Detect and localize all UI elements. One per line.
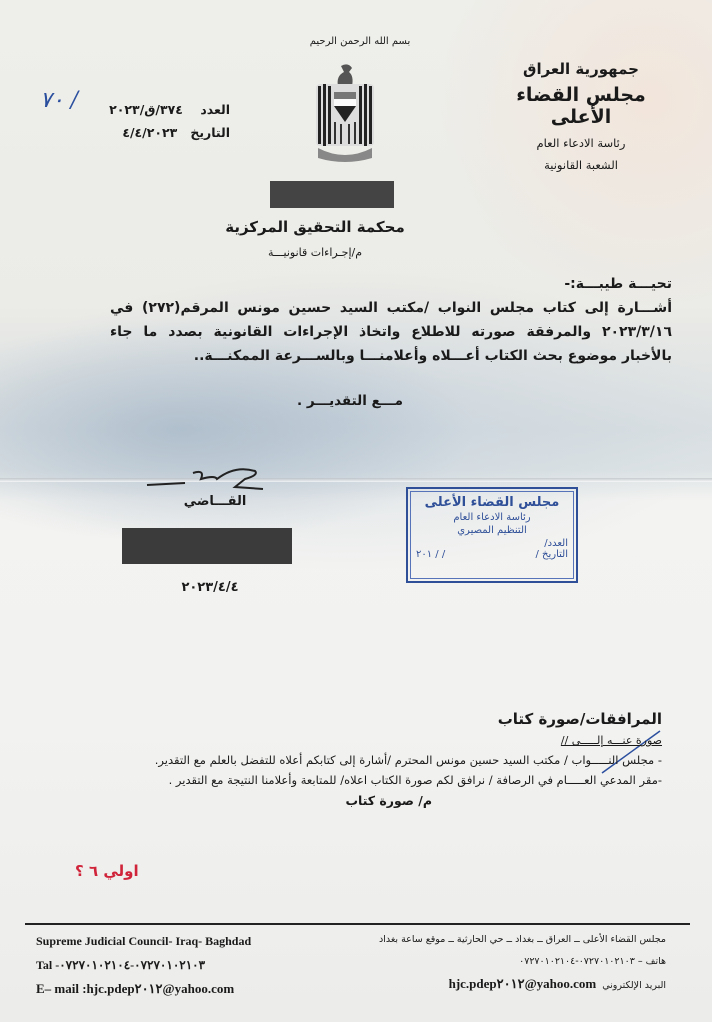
handwritten-ref-number: ٧٠ / — [40, 88, 79, 113]
stamp-council: مجلس القضاء الأعلى — [424, 495, 560, 510]
division-name: الشعبة القانونية — [544, 158, 618, 172]
footer-divider — [25, 923, 690, 925]
signature-scribble — [145, 463, 265, 493]
addressee-block — [200, 218, 430, 259]
stamp-date-slots: / / ٢٠١ — [416, 549, 446, 560]
footer-phone-ar: هاتف – ٠٧٢٧٠١٠٢١٠٣-٠٧٢٧٠١٠٢١٠٤ — [519, 956, 666, 967]
date-line — [90, 125, 230, 140]
closing-regards: مـــع التقديـــر . — [297, 393, 403, 409]
enclosure-note: م/ صورة كتاب — [345, 793, 432, 808]
footer-email-row — [336, 976, 666, 992]
footer-phone: Tal -٠٧٢٧٠١٠٢١٠٣-٠٧٢٧٠١٠٢١٠٤ — [36, 958, 206, 972]
attachments-title: المرافقات/صورة كتاب — [497, 710, 662, 728]
basmala: بسم الله الرحمن الرحيم — [309, 36, 411, 47]
letter-body — [110, 272, 672, 368]
handwritten-red-note: اولي ٦ ؟ — [75, 862, 139, 880]
department-name: رئاسة الادعاء العام — [536, 136, 626, 150]
stamp-unit: التنظيم المصيري — [457, 525, 527, 536]
footer-email: E– mail :hjc.pdep٢٠١٢@yahoo.com — [36, 981, 235, 996]
footer-english — [36, 934, 336, 997]
stamp-department: رئاسة الادعاء العام — [453, 512, 531, 523]
footer-arabic — [336, 934, 666, 992]
ref-number-label: العدد — [200, 102, 230, 117]
body-paragraph: أشـــارة إلى كتاب مجلس النواب /مكتب السيد حسين مونس المرقم(٢٧٢) في ٢٠٢٣/٣/١٦ والمرفقة صورته للاطلاع واتخاذ الإجراءات القانونية بصدد ما جاء بالأخبار موضوع بحث الكتاب أعـــلاه وأعلامنـــا وبالســـرعة الممكنـــة.. — [110, 300, 672, 364]
country-name: جمهورية العراق — [523, 60, 639, 78]
paper-fold-line — [0, 478, 712, 482]
cc-item: -مقر المدعي العـــــام في الرصافة / نرافق لكم صورة الكتاب اعلاه/ للمتابعة وأعلامنا النتيجة مع التقدير . — [168, 773, 662, 787]
stamp-date-row — [416, 549, 568, 560]
footer-email-ar: hjc.pdep٢٠١٢@yahoo.com — [448, 976, 597, 991]
cc-item: - مجلس النـــــواب / مكتب السيد حسين مونس المحترم /أشارة إلى كتابكم أعلاه للتفضل بالعلم مع التقدير. — [154, 753, 662, 767]
redacted-judge-name — [122, 528, 292, 564]
addressee-court: محكمة التحقيق المركزية — [225, 218, 405, 236]
cc-label: صورة عنـــه إلـــــى // — [560, 734, 662, 747]
stamp-number-label: العدد/ — [544, 538, 568, 549]
date-label: التاريخ — [190, 125, 230, 140]
signature-date: ٢٠٢٣/٤/٤ — [181, 580, 239, 595]
footer-email-label: البريد الإلكتروني — [602, 980, 666, 991]
reference-block — [90, 102, 230, 148]
footer-org-name: Supreme Judicial Council- Iraq- Baghdad — [36, 934, 252, 948]
letter-subject: م/إجـراءات قانونيـــة — [267, 246, 363, 259]
attachments-block — [102, 710, 662, 808]
judge-title: القـــاضي — [183, 494, 247, 509]
ref-number: ٣٧٤/ق/٢٠٢٣ — [109, 102, 183, 117]
ref-number-line — [90, 102, 230, 117]
stamp-date-label: التاريخ / — [535, 549, 568, 560]
letter-date: ٤/٤/٢٠٢٣ — [122, 125, 178, 140]
footer-address: مجلس القضاء الأعلى ــ العراق ــ بغداد ــ حي الحارثية ــ موقع ساعة بغداد — [378, 934, 666, 945]
redacted-block — [270, 181, 394, 208]
received-stamp — [406, 487, 578, 583]
issuer-block — [486, 60, 676, 180]
iraq-eagle-emblem-icon — [314, 62, 376, 166]
council-name: مجلس القضاء الأعلى — [516, 84, 646, 128]
greeting: تحيـــة طيبـــة:- — [564, 276, 672, 292]
